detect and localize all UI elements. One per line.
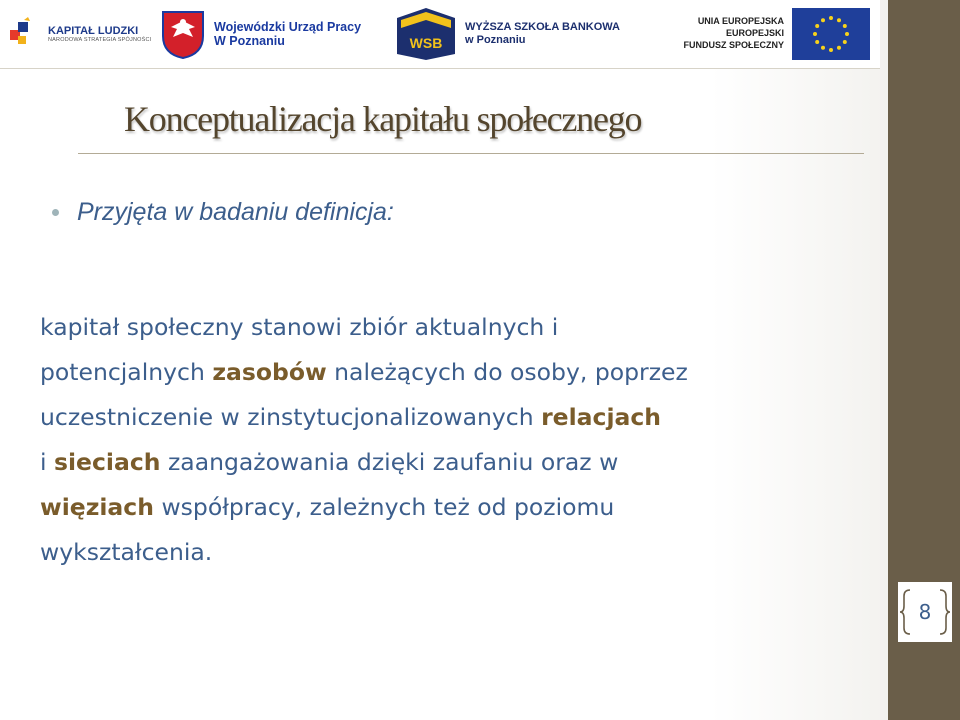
definition-text: i bbox=[40, 448, 54, 476]
keyword-sieciach: sieciach bbox=[54, 448, 161, 476]
wup-line1: Wojewódzki Urząd Pracy bbox=[214, 19, 362, 34]
wsb-line1: WYŻSZA SZKOŁA BANKOWA bbox=[465, 21, 621, 34]
bullet-text: Przyjęta w badaniu definicja: bbox=[77, 198, 394, 226]
wsb-book-icon bbox=[395, 6, 457, 62]
kapital-ludzki-logo bbox=[8, 8, 153, 60]
slide-title: Konceptualizacja kapitału społecznego bbox=[124, 99, 642, 139]
bullet-item bbox=[52, 198, 394, 227]
definition-text: współpracy, zależnych też od poziomu bbox=[153, 493, 615, 521]
bullet-dot-icon bbox=[52, 209, 59, 216]
definition-text: zaangażowania dzięki zaufaniu oraz w bbox=[160, 448, 619, 476]
page-number-box bbox=[898, 582, 952, 642]
keyword-zasobow: zasobów bbox=[212, 358, 327, 386]
wsb-line2: w Poznaniu bbox=[465, 34, 526, 46]
eu-logo bbox=[660, 8, 870, 60]
wup-line2: W Poznaniu bbox=[214, 34, 285, 48]
definition-line-4 bbox=[40, 440, 870, 485]
wup-eagle-crest-icon bbox=[158, 9, 208, 59]
definition-line-3 bbox=[40, 395, 870, 440]
definition-text: wykształcenia. bbox=[40, 538, 213, 566]
ue-line3: FUNDUSZ SPOŁECZNY bbox=[683, 39, 784, 50]
kapital-ludzki-icon bbox=[8, 16, 44, 52]
page-number: 8 bbox=[918, 600, 932, 624]
ue-line2: EUROPEJSKI bbox=[725, 28, 784, 39]
kapital-ludzki-main: KAPITAŁ LUDZKI bbox=[48, 24, 139, 37]
wup-logo bbox=[158, 8, 388, 60]
definition-line-2 bbox=[40, 350, 870, 395]
wsb-logo bbox=[395, 8, 645, 60]
keyword-wieziach: więziach bbox=[40, 493, 154, 521]
eu-flag-icon bbox=[792, 8, 870, 60]
logo-bar bbox=[0, 0, 880, 69]
wsb-badge: WSB bbox=[409, 35, 443, 51]
definition-text: potencjalnych bbox=[40, 358, 213, 386]
definition-text: należących do osoby, poprzez bbox=[326, 358, 688, 386]
kapital-ludzki-sub: NARODOWA STRATEGIA SPÓJNOŚCI bbox=[48, 37, 152, 44]
keyword-relacjach: relacjach bbox=[541, 403, 662, 431]
ue-line1: UNIA EUROPEJSKA bbox=[697, 16, 784, 27]
definition-text: kapitał społeczny stanowi zbiór aktualnych i bbox=[40, 313, 559, 341]
definition-line-1 bbox=[40, 305, 870, 350]
title-divider bbox=[78, 153, 864, 154]
definition-line-6 bbox=[40, 530, 870, 575]
definition-line-5 bbox=[40, 485, 870, 530]
definition-paragraph bbox=[40, 305, 870, 575]
definition-text: uczestniczenie w zinstytucjonalizowanych bbox=[40, 403, 542, 431]
